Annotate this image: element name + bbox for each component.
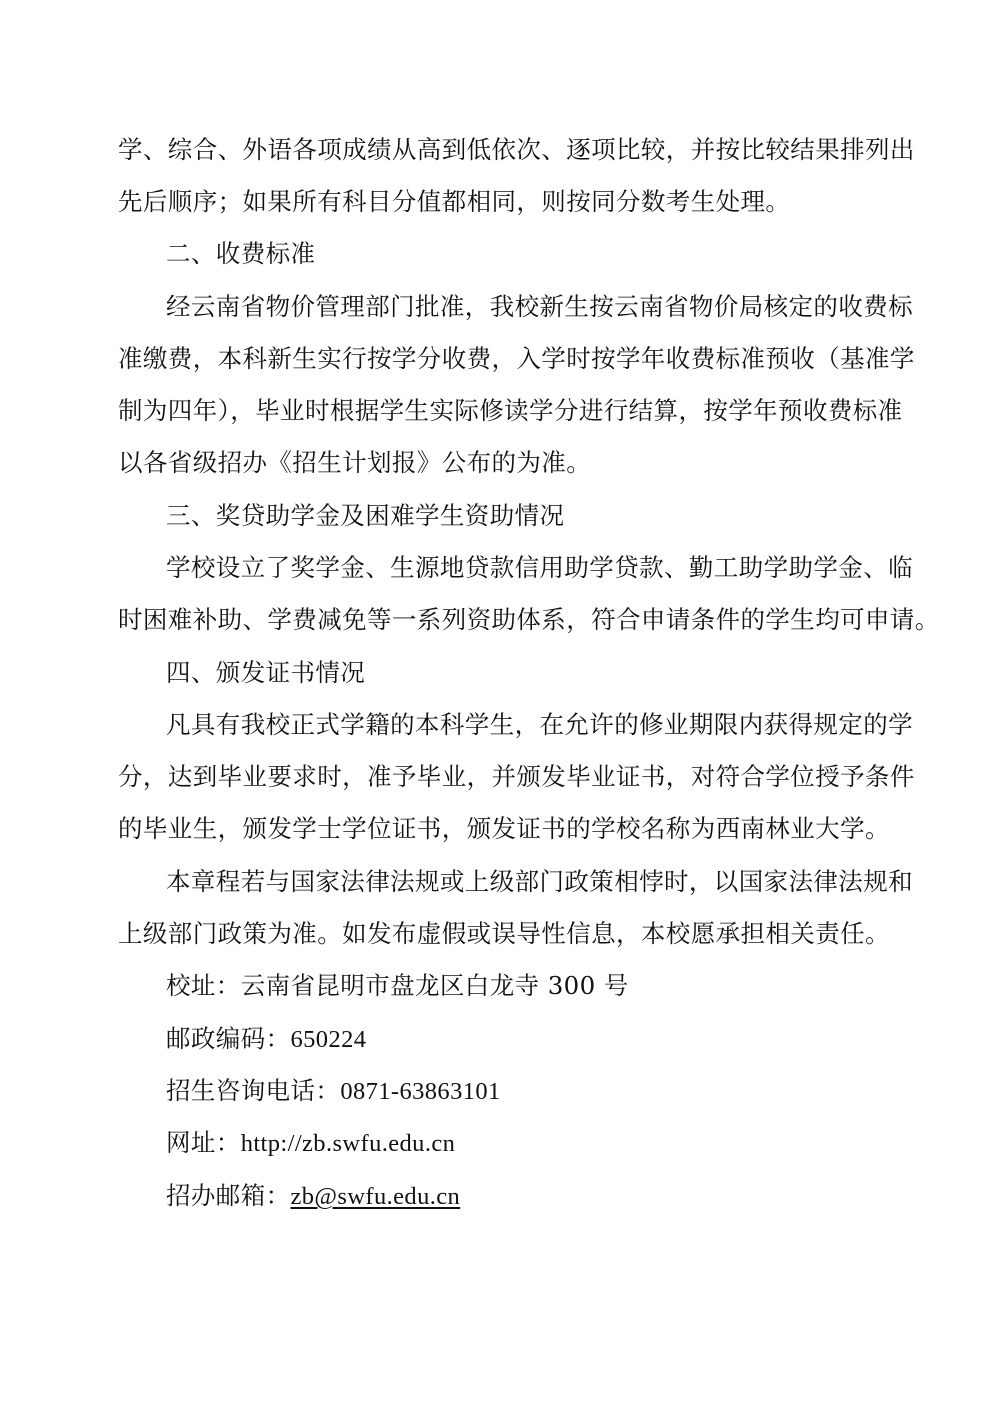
paragraph-line: 经云南省物价管理部门批准，我校新生按云南省物价局核定的收费标 (166, 292, 913, 321)
phone-value: 0871-63863101 (340, 1078, 501, 1105)
section-heading-financial-aid: 三、奖贷助学金及困难学生资助情况 (166, 501, 565, 530)
paragraph-line: 上级部门政策为准。如发布虚假或误导性信息，本校愿承担相关责任。 (118, 919, 890, 948)
paragraph-line: 凡具有我校正式学籍的本科学生，在允许的修业期限内获得规定的学 (166, 710, 913, 739)
email-label: 招办邮箱： (166, 1181, 291, 1210)
paragraph-line: 学、综合、外语各项成绩从高到低依次、逐项比较，并按比较结果排列出 (118, 135, 915, 164)
paragraph-line: 制为四年），毕业时根据学生实际修读学分进行结算，按学年预收费标准 (118, 396, 903, 425)
email-link[interactable]: zb@swfu.edu.cn (290, 1183, 461, 1210)
paragraph-line: 本章程若与国家法律法规或上级部门政策相悖时，以国家法律法规和 (166, 867, 913, 896)
paragraph-line: 先后顺序；如果所有科目分值都相同，则按同分数考生处理。 (118, 187, 791, 216)
section-heading-fees: 二、收费标准 (166, 239, 316, 268)
paragraph-line: 准缴费，本科新生实行按学分收费，入学时按学年收费标准预收（基准学 (118, 344, 915, 373)
contact-address (166, 966, 882, 1006)
contact-email (166, 1176, 882, 1216)
paragraph-line: 时困难补助、学费减免等一系列资助体系，符合申请条件的学生均可申请。 (118, 605, 940, 634)
address-label: 校址： (166, 971, 241, 1000)
paragraph-line: 以各省级招办《招生计划报》公布的为准。 (118, 448, 592, 477)
contact-phone (166, 1071, 882, 1111)
contact-postcode (166, 1019, 882, 1059)
address-value: 云南省昆明市盘龙区白龙寺 300 号 (240, 971, 629, 1000)
website-link[interactable]: http://zb.swfu.edu.cn (240, 1130, 456, 1157)
contact-website (166, 1123, 882, 1163)
phone-label: 招生咨询电话： (166, 1076, 341, 1105)
postcode-value: 650224 (290, 1026, 367, 1053)
section-heading-certificates: 四、颁发证书情况 (166, 658, 366, 687)
website-label: 网址： (166, 1128, 241, 1157)
paragraph-line: 的毕业生，颁发学士学位证书，颁发证书的学校名称为西南林业大学。 (118, 814, 890, 843)
paragraph-line: 分，达到毕业要求时，准予毕业，并颁发毕业证书，对符合学位授予条件 (118, 762, 915, 791)
paragraph-line: 学校设立了奖学金、生源地贷款信用助学贷款、勤工助学助学金、临 (166, 553, 913, 582)
postcode-label: 邮政编码： (166, 1024, 291, 1053)
